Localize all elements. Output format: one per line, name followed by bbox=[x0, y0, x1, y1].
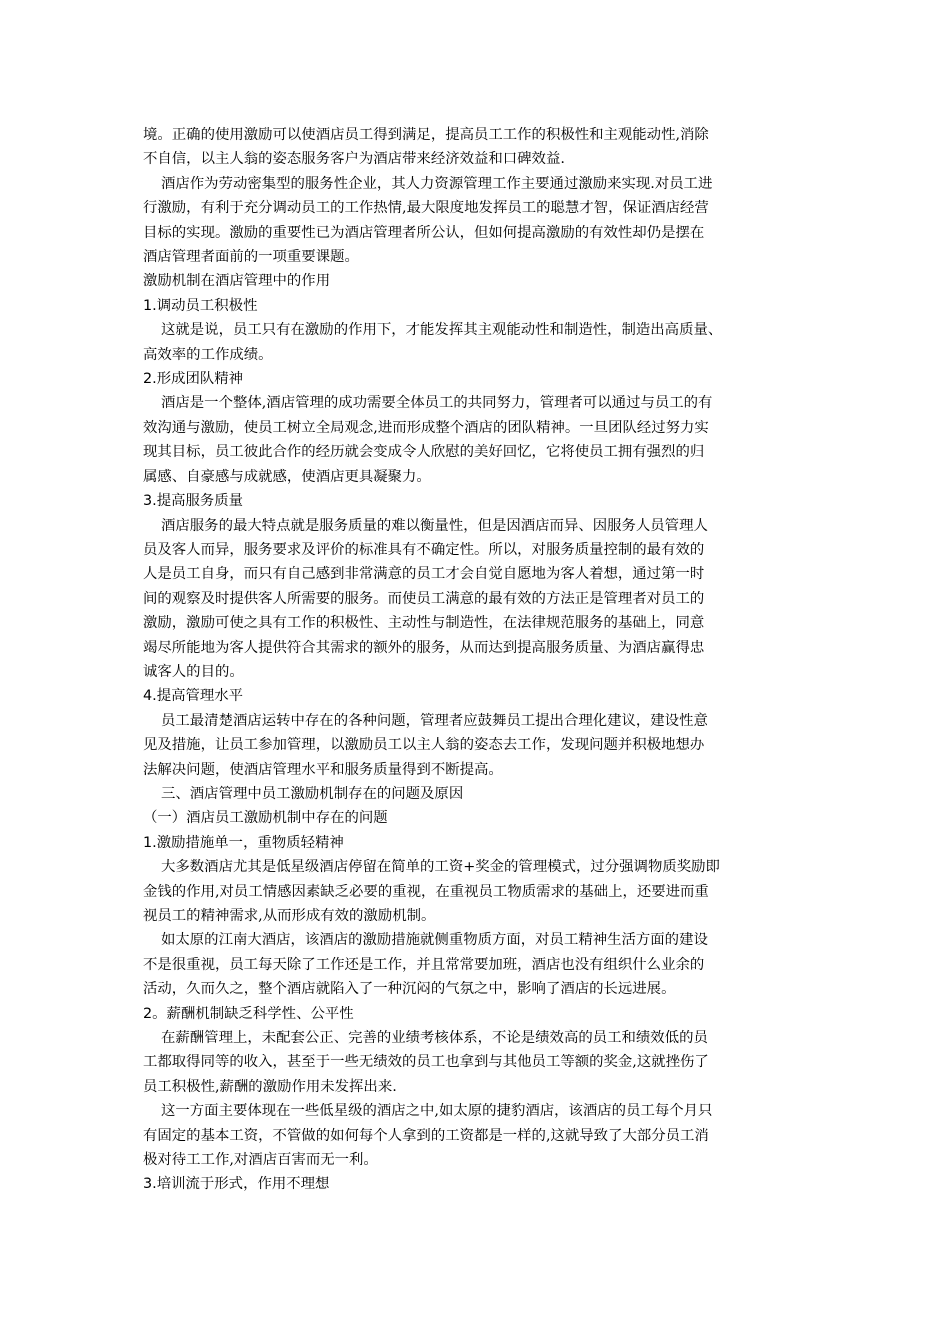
section-heading: 2。薪酬机制缺乏科学性、公平性 bbox=[143, 1005, 354, 1022]
text-line: 效沟通与激励，使员工树立全局观念,进而形成整个酒店的团队精神。一旦团队经过努力实 bbox=[143, 419, 709, 436]
text-line: 间的观察及时提供客人所需要的服务。而使员工满意的最有效的方法正是管理者对员工的 bbox=[143, 590, 705, 607]
text-line: 竭尽所能地为客人提供符合其需求的额外的服务，从而达到提高服务质量、为酒店赢得忠 bbox=[143, 639, 705, 656]
text-line: 境。正确的使用激励可以使酒店员工得到满足，提高员工工作的积极性和主观能动性,消除 bbox=[143, 127, 709, 143]
text-line: （一）酒店员工激励机制中存在的问题 bbox=[143, 810, 388, 827]
text-line: 这一方面主要体现在一些低星级的酒店之中,如太原的捷豹酒店，该酒店的员工每个月只 bbox=[161, 1103, 713, 1120]
section-heading: 激励机制在酒店管理中的作用 bbox=[143, 273, 331, 290]
section-heading: 3.培训流于形式，作用不理想 bbox=[143, 1176, 330, 1193]
text-line: 大多数酒店尤其是低星级酒店停留在简单的工资+奖金的管理模式，过分强调物质奖励即 bbox=[161, 859, 720, 876]
document-page bbox=[143, 123, 823, 1197]
text-line: 诚客人的目的。 bbox=[143, 663, 244, 680]
text-line: 不是很重视，员工每天除了工作还是工作，并且常常要加班，酒店也没有组织什么业余的 bbox=[143, 956, 705, 973]
text-line: 活动，久而久之，整个酒店就陷入了一种沉闷的气氛之中，影响了酒店的长远进展。 bbox=[143, 981, 676, 998]
text-line: 法解决问题，使酒店管理水平和服务质量得到不断提高。 bbox=[143, 761, 503, 778]
text-line: 员工最清楚酒店运转中存在的各种问题，管理者应鼓舞员工提出合理化建议，建设性意 bbox=[161, 712, 708, 729]
section-heading: 4.提高管理水平 bbox=[143, 688, 244, 705]
text-line: 员及客人而异，服务要求及评价的标准具有不确定性。所以，对服务质量控制的最有效的 bbox=[143, 541, 705, 558]
text-line: 属感、自豪感与成就感，使酒店更具凝聚力。 bbox=[143, 468, 431, 485]
text-line: 人是员工自身，而只有自己感到非常满意的员工才会自觉自愿地为客人着想，通过第一时 bbox=[143, 566, 705, 583]
text-line: 这就是说，员工只有在激励的作用下，才能发挥其主观能动性和制造性，制造出高质量、 bbox=[161, 322, 723, 339]
text-line: 工都取得同等的收入，甚至于一些无绩效的员工也拿到与其他员工等额的奖金,这就挫伤了 bbox=[143, 1054, 709, 1071]
text-line: 目标的实现。激励的重要性已为酒店管理者所公认，但如何提高激励的有效性却仍是摆在 bbox=[143, 224, 705, 241]
text-line: 如太原的江南大酒店，该酒店的激励措施就侧重物质方面，对员工精神生活方面的建设 bbox=[161, 932, 708, 949]
text-line: 三、酒店管理中员工激励机制存在的问题及原因 bbox=[161, 785, 464, 802]
text-line: 员工积极性,薪酬的激励作用未发挥出来. bbox=[143, 1078, 397, 1095]
text-line: 酒店是一个整体,酒店管理的成功需要全体员工的共同努力，管理者可以通过与员工的有 bbox=[161, 395, 713, 412]
text-line: 酒店管理者面前的一项重要课题。 bbox=[143, 249, 359, 266]
text-line: 行激励，有利于充分调动员工的工作热情,最大限度地发挥员工的聪慧才智，保证酒店经营 bbox=[143, 200, 709, 217]
text-line: 金钱的作用,对员工情感因素缺乏必要的重视，在重视员工物质需求的基础上，还要进而重 bbox=[143, 883, 709, 900]
text-line: 酒店作为劳动密集型的服务性企业，其人力资源管理工作主要通过激励来实现.对员工进 bbox=[161, 175, 713, 192]
text-line: 视员工的精神需求,从而形成有效的激励机制。 bbox=[143, 908, 436, 924]
text-line: 激励，激励可使之具有工作的积极性、主动性与制造性，在法律规范服务的基础上，同意 bbox=[143, 615, 705, 632]
text-line: 不自信，以主人翁的姿态服务客户为酒店带来经济效益和口碑效益. bbox=[143, 151, 565, 168]
text-line: 有固定的基本工资，不管做的如何每个人拿到的工资都是一样的,这就导致了大部分员工消 bbox=[143, 1127, 709, 1144]
text-line: 现其目标，员工彼此合作的经历就会变成令人欣慰的美好回忆，它将使员工拥有强烈的归 bbox=[143, 444, 705, 461]
text-line: 高效率的工作成绩。 bbox=[143, 346, 273, 363]
text-line: 在薪酬管理上，未配套公正、完善的业绩考核体系，不论是绩效高的员工和绩效低的员 bbox=[161, 1030, 708, 1047]
text-line: 酒店服务的最大特点就是服务质量的难以衡量性，但是因酒店而异、因服务人员管理人 bbox=[161, 517, 708, 534]
section-heading: 1.调动员工积极性 bbox=[143, 297, 258, 314]
section-heading: 1.激励措施单一，重物质轻精神 bbox=[143, 834, 344, 851]
section-heading: 3.提高服务质量 bbox=[143, 493, 244, 510]
section-heading: 2.形成团队精神 bbox=[143, 371, 244, 388]
text-line: 极对待工工作,对酒店百害而无一利。 bbox=[143, 1152, 378, 1169]
text-line: 见及措施，让员工参加管理，以激励员工以主人翁的姿态去工作，发现问题并积极地想办 bbox=[143, 737, 705, 754]
